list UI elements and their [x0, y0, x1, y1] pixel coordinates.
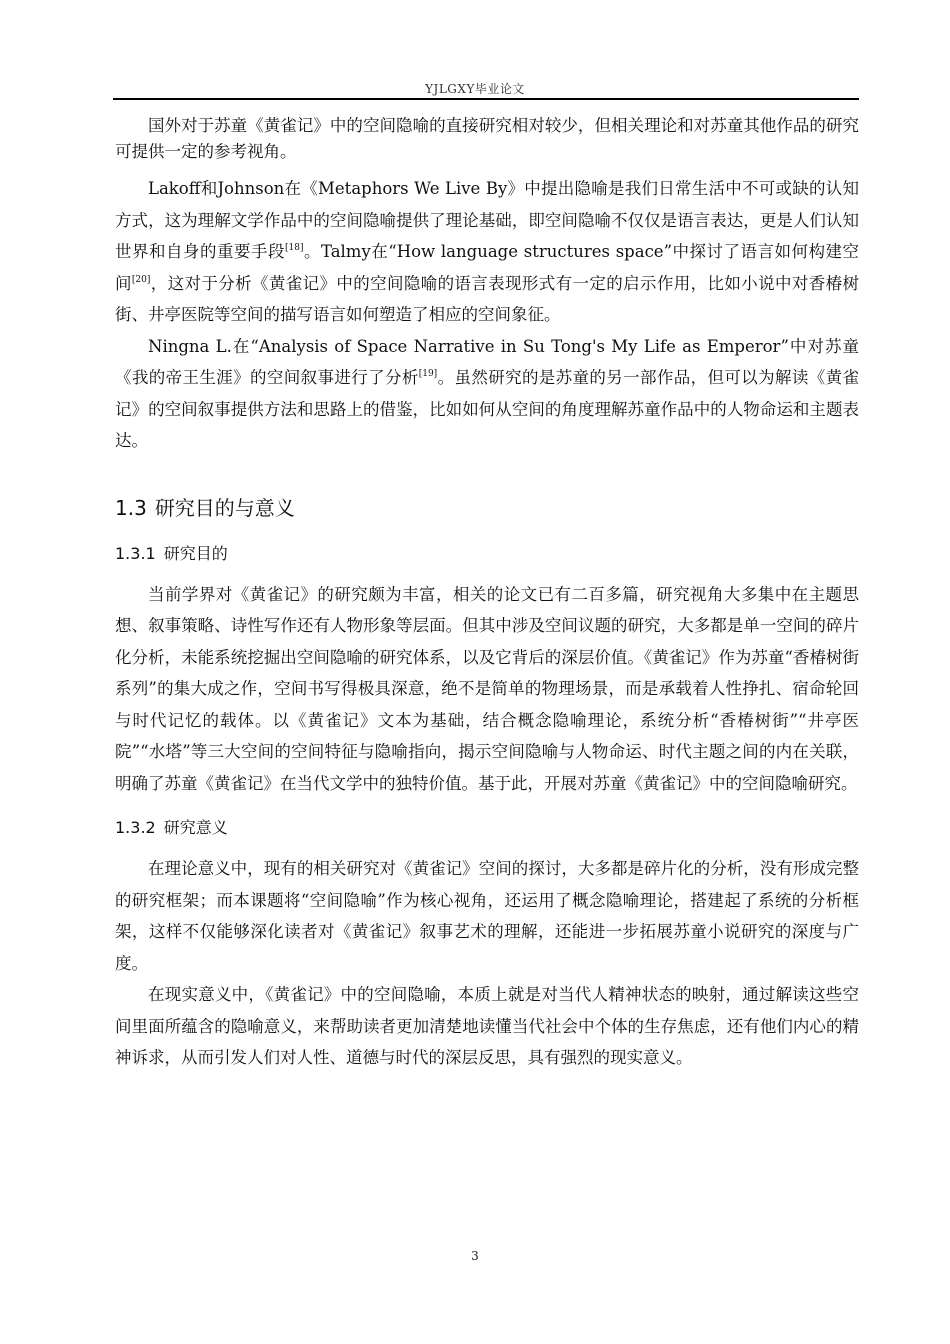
paragraph-talmy-conclusion: ，这对于分析《黄雀记》中的空间隐喻的语言表现形式有一定的启示作用，比如小说中对香椿树街、井亭医院等空间的描写语言如何塑造了相应的空间象征。 — [115, 273, 860, 324]
paragraph-ningna-text: Ningna L.在“Analysis of Space Narrative in Su Tong's My Life as Emperor”中对苏童《我的帝王生涯》的空间叙事进行了分析 — [115, 336, 859, 387]
subsection-heading-1-3-1 — [115, 543, 859, 565]
paragraph-ningna — [115, 331, 859, 457]
subsection-number: 1.3.2 — [115, 818, 156, 837]
paragraph-ningna-conclusion: 。虽然研究的是苏童的另一部作品，但可以为解读《黄雀记》的空间叙事提供方法和思路上的借鉴，比如如何从空间的角度理解苏童作品中的人物命运和主题表达。 — [115, 368, 860, 450]
section-number: 1.3 — [115, 495, 147, 520]
paragraph-practical-significance: 在现实意义中，《黄雀记》中的空间隐喻，本质上就是对当代人精神状态的映射，通过解读这些空间里面所蕴含的隐喻意义，来帮助读者更加清楚地读懂当代社会中个体的生存焦虑，还有他们内心的精神诉求，从而引发人们对人性、道德与时代的深层反思，具有强烈的现实意义。 — [115, 985, 859, 1067]
subsection-title: 研究意义 — [163, 818, 228, 837]
citation-18: [18] — [284, 243, 304, 253]
citation-20: [20] — [131, 274, 151, 285]
citation-19: [19] — [418, 369, 438, 379]
subsection-title: 研究目的 — [163, 543, 228, 563]
subsection-number: 1.3.1 — [115, 543, 156, 563]
section-title: 研究目的与意义 — [154, 495, 295, 520]
section-heading-1-3 — [115, 495, 859, 521]
paragraph-foreign-research-intro: 国外对于苏童《黄雀记》中的空间隐喻的直接研究相对较少，但相关理论和对苏童其他作品的研究可提供一定的参考视角。 — [115, 116, 859, 161]
paragraph-research-purpose: 当前学界对《黄雀记》的研究颇为丰富，相关的论文已有二百多篇，研究视角大多集中在主题思想、叙事策略、诗性写作还有人物形象等层面。但其中涉及空间议题的研究，大多都是单一空间的碎片化分析，未能系统挖掘出空间隐喻的研究体系，以及它背后的深层价值。《黄雀记》作为苏童“香椿树街系列”的集大成之作，空间书写得极具深意，绝不是简单的物理场景，而是承载着人性挣扎、宿命轮回与时代记忆的载体。以《黄雀记》文本为基础，结合概念隐喻理论，系统分析“香椿树街”“井亭医院”“水塔”等三大空间的空间特征与隐喻指向，揭示空间隐喻与人物命运、时代主题之间的内在关联，明确了苏童《黄雀记》在当代文学中的独特价值。基于此，开展对苏童《黄雀记》中的空间隐喻研究。 — [115, 584, 859, 793]
page-body — [115, 113, 859, 1074]
page-number: 3 — [471, 1249, 479, 1263]
paragraph-lakoff-text: Lakoff和Johnson在《Metaphors We Live By》中提出隐喻是我们日常生活中不可或缺的认知方式，这为理解文学作品中的空间隐喻提供了理论基础，即空间隐喻不仅仅是语言表达，更是人们认知世界和自身的重要手段 — [115, 179, 859, 261]
subsection-heading-1-3-2 — [115, 817, 859, 839]
paragraph-talmy-text: 。Talmy在“How language structures space”中探讨了语言如何构建空间 — [115, 242, 859, 293]
running-header: YJLGXY毕业论文 — [425, 82, 525, 96]
header-rule — [113, 98, 859, 100]
paragraph-theoretical-significance: 在理论意义中，现有的相关研究对《黄雀记》空间的探讨，大多都是碎片化的分析，没有形成完整的研究框架；而本课题将“空间隐喻”作为核心视角，还运用了概念隐喻理论，搭建起了系统的分析框架，这样不仅能够深化读者对《黄雀记》叙事艺术的理解，还能进一步拓展苏童小说研究的深度与广度。 — [115, 859, 859, 973]
paragraph-lakoff-talmy — [115, 173, 859, 331]
